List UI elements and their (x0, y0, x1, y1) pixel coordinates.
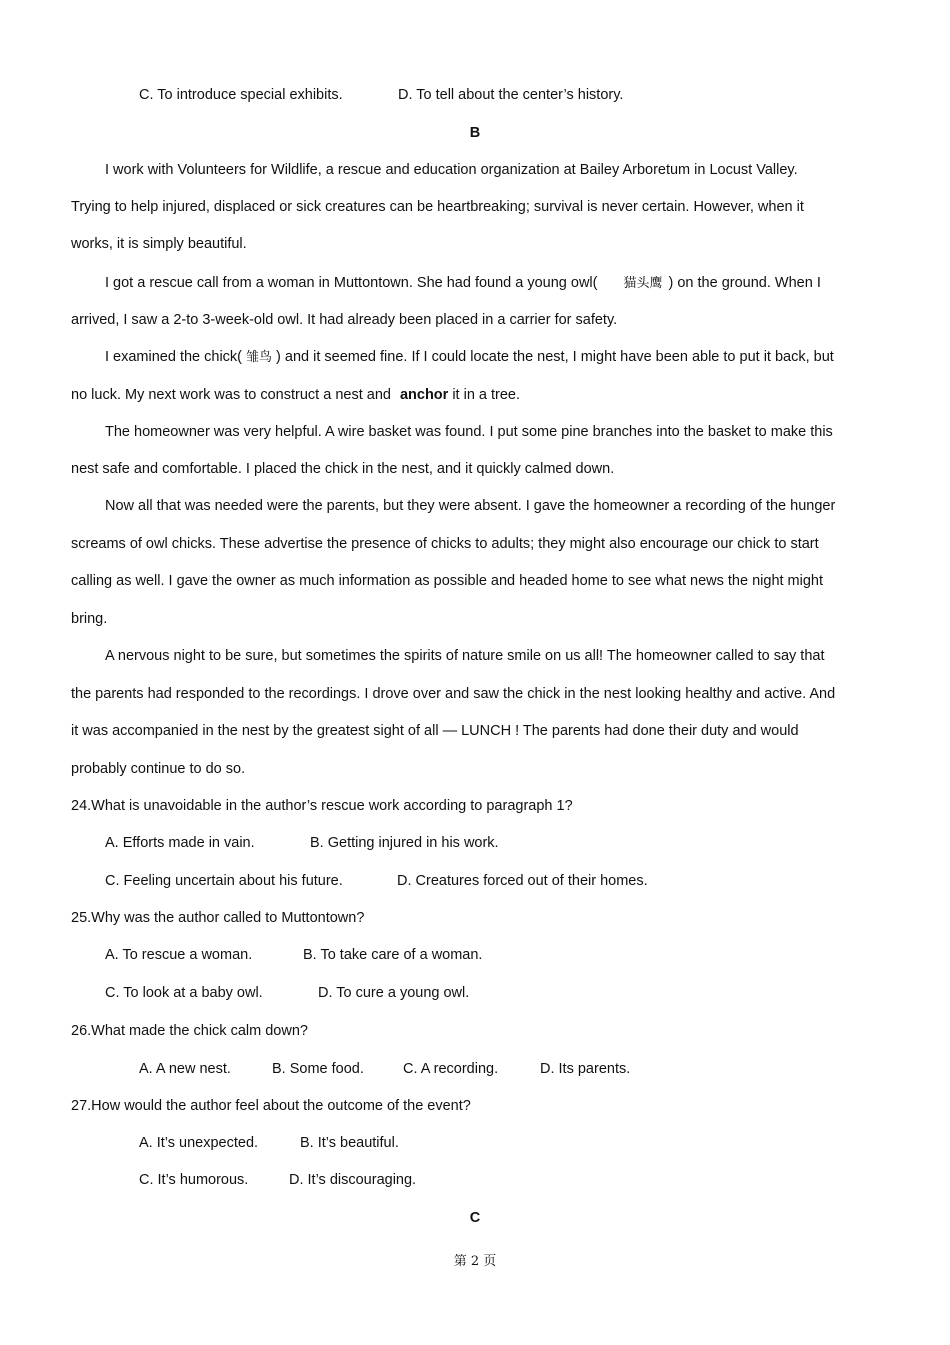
question-25-stem: 25.Why was the author called to Muttontown? (71, 910, 365, 926)
question-24-stem: 24.What is unavoidable in the author’s rescue work according to paragraph 1? (71, 798, 573, 814)
p2-line-1 (105, 274, 821, 293)
p3-text-b: ) and it seemed fine. If I could locate the nest, I might have been able to put it back, but (276, 349, 834, 365)
chinese-gloss-owl: 猫头鹰 (623, 276, 663, 291)
page-number: 第 2 页 (453, 1254, 497, 1269)
p5-line-1: Now all that was needed were the parents, but they were absent. I gave the homeowner a recording of the hunger (105, 498, 836, 514)
top-option-c (139, 86, 343, 104)
p3-text-a: I examined the chick( (105, 349, 243, 365)
p3-text-c: no luck. My next work was to construct a nest and (71, 387, 391, 403)
q24-option-b: B. Getting injured in his work. (310, 835, 499, 851)
p3-line-1 (105, 348, 834, 367)
q24-option-a: A. Efforts made in vain. (105, 835, 255, 851)
p2-text-a: I got a rescue call from a woman in Muttontown. She had found a young owl( (105, 275, 598, 291)
p3-line-2 (71, 386, 520, 404)
p5-line-2: screams of owl chicks. These advertise the presence of chicks to adults; they might also encourage our chick to start (71, 536, 819, 552)
p2-line-2: arrived, I saw a 2-to 3-week-old owl. It had already been placed in a carrier for safety. (71, 312, 618, 328)
p1-line-3: works, it is simply beautiful. (71, 236, 247, 252)
q25-option-c: C. To look at a baby owl. (105, 985, 263, 1001)
p1-line-1: I work with Volunteers for Wildlife, a rescue and education organization at Bailey Arboretum in Locust Valley. (105, 162, 798, 178)
p6-line-3: it was accompanied in the nest by the greatest sight of all — LUNCH ! The parents had done their duty and would (71, 723, 799, 739)
q26-option-c: C. A recording. (403, 1061, 499, 1077)
q25-option-b: B. To take care of a woman. (303, 947, 483, 963)
p4-line-2: nest safe and comfortable. I placed the chick in the nest, and it quickly calmed down. (71, 461, 615, 477)
p3-text-d: it in a tree. (452, 387, 521, 403)
p2-text-b: ) on the ground. When I (668, 275, 821, 291)
q27-option-b: B. It’s beautiful. (300, 1135, 399, 1151)
passage-c-heading: C (469, 1210, 481, 1226)
q26-option-a: A. A new nest. (139, 1061, 231, 1077)
option-text: D. To tell about the center’s history. (398, 87, 624, 103)
p4-line-1: The homeowner was very helpful. A wire basket was found. I put some pine branches into the basket to make this (105, 424, 833, 440)
top-option-d (398, 86, 623, 104)
passage-b-heading: B (469, 125, 481, 141)
p6-line-4: probably continue to do so. (71, 761, 246, 777)
p6-line-1: A nervous night to be sure, but sometimes the spirits of nature smile on us all! The homeowner called to say that (105, 648, 825, 664)
chinese-gloss-chick: 雏鸟 (246, 350, 273, 365)
q24-option-d: D. Creatures forced out of their homes. (397, 873, 648, 889)
q27-option-c: C. It’s humorous. (139, 1172, 249, 1188)
q25-option-a: A. To rescue a woman. (105, 947, 253, 963)
q26-option-d: D. Its parents. (540, 1061, 631, 1077)
question-26-stem: 26.What made the chick calm down? (71, 1023, 308, 1039)
p5-line-3: calling as well. I gave the owner as much information as possible and headed home to see what news the night might (71, 573, 824, 589)
q27-option-a: A. It’s unexpected. (139, 1135, 259, 1151)
p5-line-4: bring. (71, 611, 108, 627)
option-text: C. To introduce special exhibits. (139, 87, 343, 103)
q24-option-c: C. Feeling uncertain about his future. (105, 873, 343, 889)
q27-option-d: D. It’s discouraging. (289, 1172, 417, 1188)
keyword-anchor: anchor (399, 387, 449, 403)
p1-line-2: Trying to help injured, displaced or sick creatures can be heartbreaking; survival is never certain. However, when it (71, 199, 804, 215)
question-27-stem: 27.How would the author feel about the outcome of the event? (71, 1098, 471, 1114)
p6-line-2: the parents had responded to the recordings. I drove over and saw the chick in the nest looking healthy and active. And (71, 686, 836, 702)
q26-option-b: B. Some food. (272, 1061, 364, 1077)
q25-option-d: D. To cure a young owl. (318, 985, 470, 1001)
